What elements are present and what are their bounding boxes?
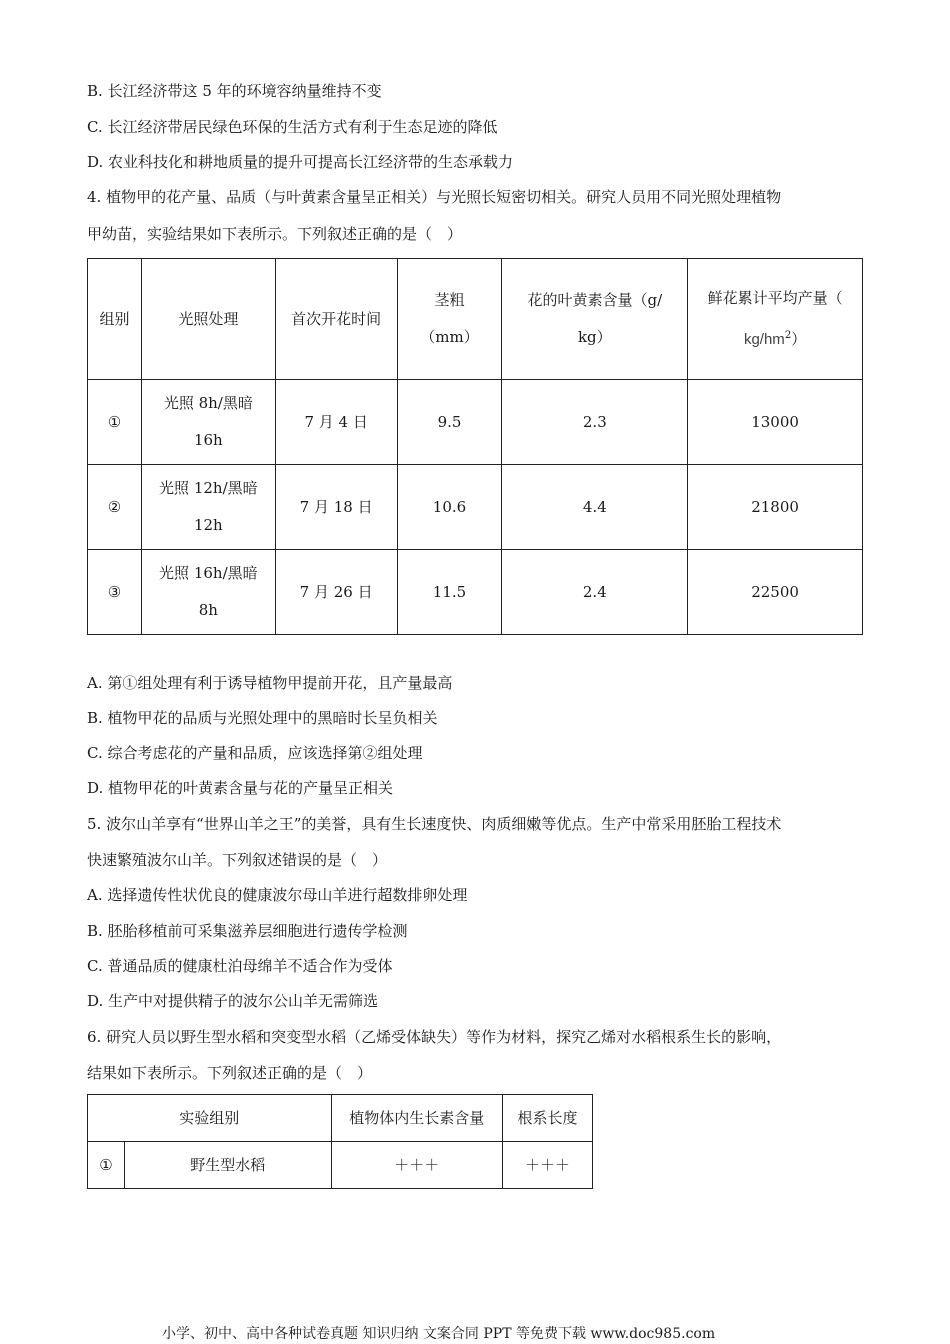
table-cell: ① [88, 380, 142, 465]
question-6-text: 6. 研究人员以野生型水稻和突变型水稻（乙烯受体缺失）等作为材料，探究乙烯对水稻根系生长的影响， [87, 1028, 782, 1046]
table-cell: 11.5 [397, 550, 502, 635]
option-b: B. 胚胎移植前可采集滋养层细胞进行遗传学检测 [87, 922, 408, 940]
text-line: C. 长江经济带居民绿色环保的生活方式有利于生态足迹的降低 [87, 118, 498, 136]
table-cell: 13000 [688, 380, 863, 465]
header-auxin: 植物体内生长素含量 [331, 1095, 503, 1142]
table-cell: 2.4 [502, 550, 688, 635]
table-cell: 光照 8h/黑暗 16h [141, 380, 275, 465]
option-c: C. 普通品质的健康杜泊母绵羊不适合作为受体 [87, 957, 393, 975]
header-light: 光照处理 [141, 259, 275, 380]
header-first-bloom: 首次开花时间 [275, 259, 397, 380]
table-cell: 9.5 [397, 380, 502, 465]
option-b: B. 植物甲花的品质与光照处理中的黑暗时长呈负相关 [87, 709, 438, 727]
option-c: C. 综合考虑花的产量和品质，应该选择第②组处理 [87, 744, 423, 762]
option-a: A. 选择遗传性状优良的健康波尔母山羊进行超数排卵处理 [87, 886, 468, 904]
table-cell: 21800 [688, 465, 863, 550]
table-cell: ② [88, 465, 142, 550]
option-a: A. 第①组处理有利于诱导植物甲提前开花，且产量最高 [87, 674, 453, 692]
question-6-text: 结果如下表所示。下列叙述正确的是（ ） [87, 1064, 373, 1082]
text-line: D. 农业科技化和耕地质量的提升可提高长江经济带的生态承载力 [87, 153, 514, 171]
header-yield: 鲜花累计平均产量（ $kg/hm^2$） [688, 259, 863, 380]
table-cell: 7 月 26 日 [275, 550, 397, 635]
table-cell: ③ [88, 550, 142, 635]
table-cell: 7 月 18 日 [275, 465, 397, 550]
header-group: 组别 [88, 259, 142, 380]
header-lutein: 花的叶黄素含量（g/ kg） [502, 259, 688, 380]
question-5-text: 5. 波尔山羊享有“世界山羊之王”的美誉，具有生长速度快、肉质细嫩等优点。生产中常采用胚胎工程技术 [87, 815, 782, 833]
option-d: D. 植物甲花的叶黄素含量与花的产量呈正相关 [87, 779, 394, 797]
text-line: B. 长江经济带这 5 年的环境容纳量维持不变 [87, 82, 382, 100]
table-cell: ＋＋＋ [503, 1142, 593, 1189]
footer: 小学、初中、高中各种试卷真题 知识归纳 文案合同 PPT 等免费下载 www.doc985.com [162, 1326, 716, 1342]
question-4-text: 4. 植物甲的花产量、品质（与叶黄素含量呈正相关）与光照长短密切相关。研究人员用不同光照处理植物 [87, 188, 782, 206]
table-cell: ＋＋＋ [331, 1142, 503, 1189]
option-d: D. 生产中对提供精子的波尔公山羊无需筛选 [87, 992, 379, 1010]
rice-ethylene-table [87, 1094, 593, 1189]
table-cell: 野生型水稻 [124, 1142, 331, 1189]
question-5-text: 快速繁殖波尔山羊。下列叙述错误的是（ ） [87, 851, 388, 869]
table-cell: 10.6 [397, 465, 502, 550]
table-cell: 7 月 4 日 [275, 380, 397, 465]
header-root: 根系长度 [503, 1095, 593, 1142]
header-group: 实验组别 [88, 1095, 332, 1142]
table-cell: 22500 [688, 550, 863, 635]
table-cell: 4.4 [502, 465, 688, 550]
table-cell: 光照 16h/黑暗 8h [141, 550, 275, 635]
question-4-text: 甲幼苗，实验结果如下表所示。下列叙述正确的是（ ） [87, 225, 463, 243]
table-cell: 2.3 [502, 380, 688, 465]
header-stem: 茎粗 （mm） [397, 259, 502, 380]
table-cell: ① [88, 1142, 125, 1189]
light-treatment-table [87, 258, 863, 635]
table-cell: 光照 12h/黑暗 12h [141, 465, 275, 550]
